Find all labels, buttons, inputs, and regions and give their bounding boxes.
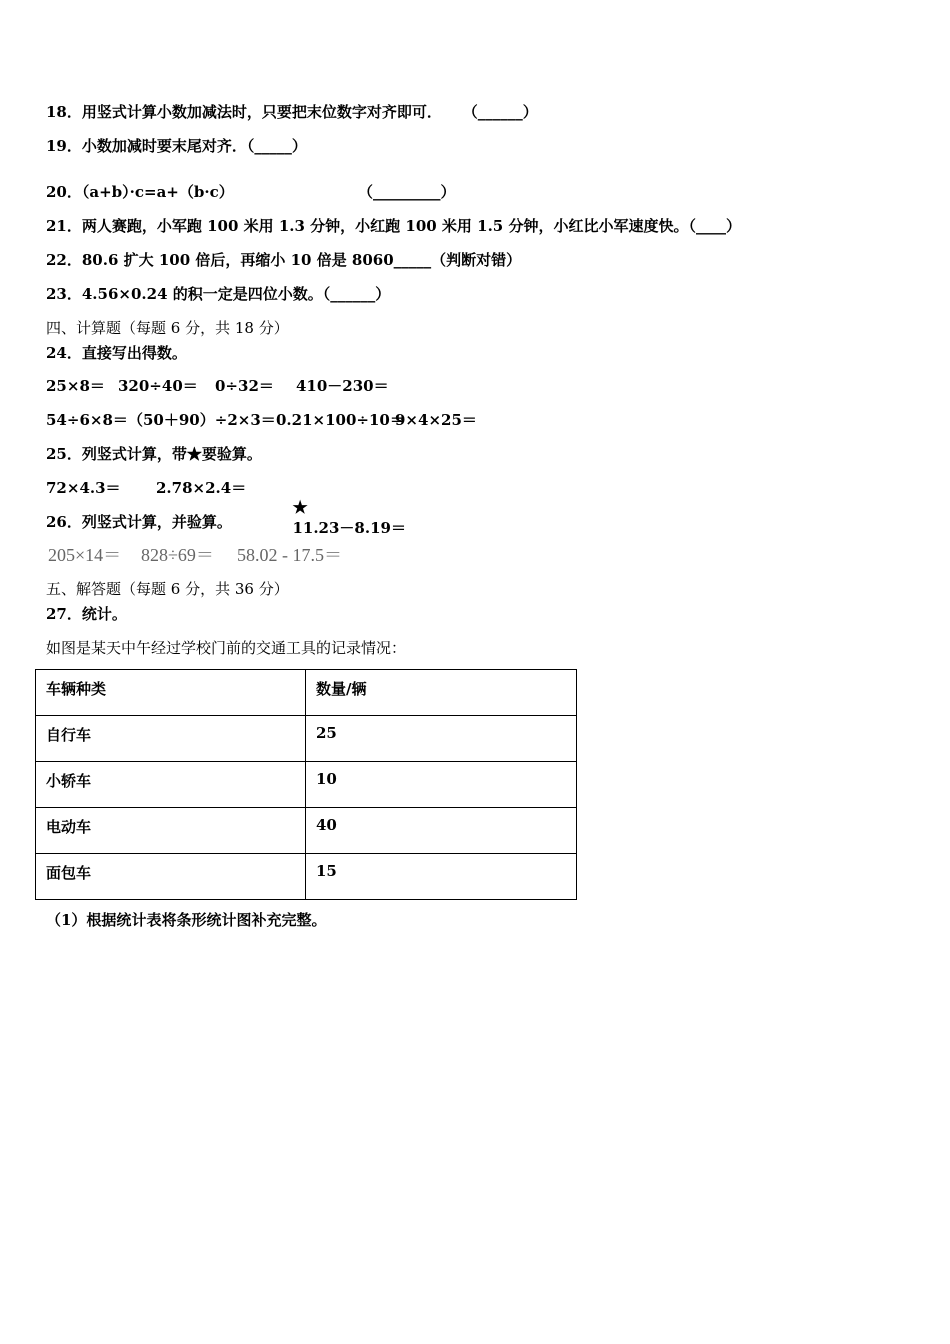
table-cell: 10 xyxy=(306,762,577,808)
table-header-row xyxy=(36,670,577,716)
table-cell: 自行车 xyxy=(36,716,306,762)
q24-expr-8: 9×4×25＝ xyxy=(395,411,477,429)
table-header-cell: 车辆种类 xyxy=(36,670,306,716)
table-intro: 如图是某天中午经过学校门前的交通工具的记录情况： xyxy=(46,639,407,657)
q24-expr-1: 25×8＝ xyxy=(46,377,105,395)
q24-expr-6: （50＋90）÷2×3＝ xyxy=(128,411,276,429)
question-24: 24．直接写出得数。 xyxy=(46,344,187,362)
section-4-title: 四、计算题（每题 6 分，共 18 分） xyxy=(46,319,289,337)
q26-expr-1: 205×14＝ xyxy=(48,545,122,565)
q24-expr-5: 54÷6×8＝ xyxy=(46,411,128,429)
table-row xyxy=(36,716,577,762)
question-19: 19．小数加减时要末尾对齐．（_____） xyxy=(46,137,307,155)
table-row xyxy=(36,762,577,808)
question-22: 22．80.6 扩大 100 倍后，再缩小 10 倍是 8060_____（判断对错） xyxy=(46,251,522,269)
question-20: 20．（a+b）·c=a+（b·c） xyxy=(46,183,234,201)
q25-expr-1: 72×4.3＝ xyxy=(46,479,121,497)
q26-expr-3: 58.02 - 17.5＝ xyxy=(237,545,342,565)
question-26: 26．列竖式计算，并验算。 xyxy=(46,513,232,531)
q25-expr-2: 2.78×2.4＝ xyxy=(156,479,247,497)
question-27: 27．统计。 xyxy=(46,605,127,623)
table-cell: 小轿车 xyxy=(36,762,306,808)
q25-expr-3 xyxy=(282,478,406,538)
table-row xyxy=(36,808,577,854)
table-cell: 15 xyxy=(306,854,577,900)
question-18: 18．用竖式计算小数加减法时，只要把末位数字对齐即可． （______） xyxy=(46,103,538,121)
table-cell: 25 xyxy=(306,716,577,762)
star-icon: ★ xyxy=(292,498,308,518)
sub-question-1: （1）根据统计表将条形统计图补充完整。 xyxy=(46,911,327,929)
table-cell: 电动车 xyxy=(36,808,306,854)
table-header-cell: 数量/辆 xyxy=(306,670,577,716)
q24-expr-3: 0÷32＝ xyxy=(215,377,274,395)
traffic-table xyxy=(35,669,577,900)
q26-expr-2: 828÷69＝ xyxy=(141,545,214,565)
question-23: 23．4.56×0.24 的积一定是四位小数。（______） xyxy=(46,285,391,303)
q25-expr-3-text: 11.23－8.19＝ xyxy=(292,519,406,537)
question-21: 21．两人赛跑，小军跑 100 米用 1.3 分钟，小红跑 100 米用 1.5 分钟，小红比小军速度快。（____） xyxy=(46,217,741,235)
section-5-title: 五、解答题（每题 6 分，共 36 分） xyxy=(46,580,289,598)
table-cell: 面包车 xyxy=(36,854,306,900)
q24-expr-4: 410－230＝ xyxy=(296,377,389,395)
table-cell: 40 xyxy=(306,808,577,854)
q24-expr-7: 0.21×100÷10＝ xyxy=(276,411,405,429)
question-20-blank: （_________） xyxy=(358,183,456,201)
q24-expr-2: 320÷40＝ xyxy=(118,377,198,395)
table-row xyxy=(36,854,577,900)
question-25: 25．列竖式计算，带★要验算。 xyxy=(46,445,262,463)
